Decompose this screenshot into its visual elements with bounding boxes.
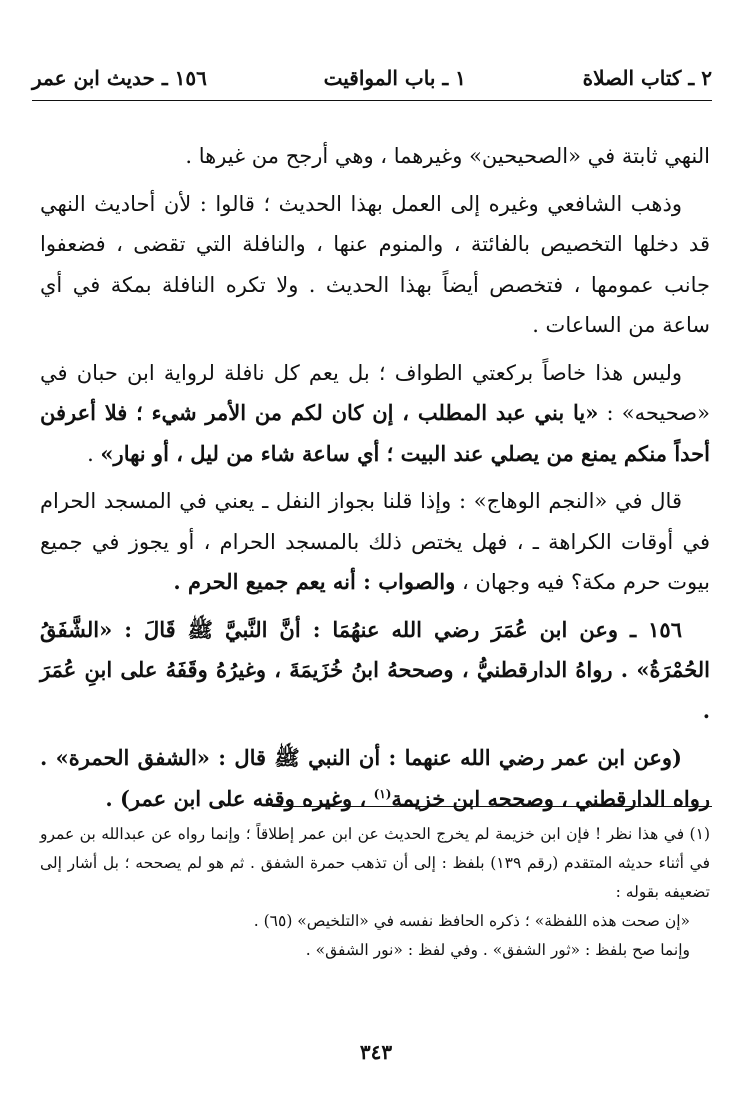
- footnote-1: (١) في هذا نظر ! فإن ابن خزيمة لم يخرج الحديث عن ابن عمر إطلاقاً ؛ وإنما رواه عن عبدالله بن عمرو في أثناء حديثه المتقدم (رقم ١٣٩) بلفظ : إلى أن تذهب حمرة الشفق . ثم هو لم يصححه ؛ بل أشار إلى تضعيفه بقوله :: [40, 825, 711, 901]
- paragraph-4-text: قال في «النجم الوهاج» : وإذا قلنا بجواز النفل ـ يعني في المسجد الحرام في أوقات الكراهة ـ ، فهل يختص ذلك بالمسجد الحرام ، أو يجوز في جميع بيوت حرم مكة؟ فيه وجهان ،: [40, 489, 710, 594]
- paragraph-3-end: .: [87, 441, 101, 466]
- footnote-1-note: وإنما صح بلفظ : «ثور الشفق» . وفي لفظ : «نور الشفق» .: [305, 941, 690, 959]
- running-header: [32, 58, 712, 98]
- footnote-1-quote: «إن صحت هذه اللفظة» ؛ ذكره الحافظ نفسه في «التلخيص» (٦٥) .: [253, 912, 690, 930]
- main-text: [40, 136, 710, 826]
- paragraph-3: [40, 353, 710, 475]
- hadith-quote: «يا بني عبد المطلب ، إن كان لكم من الأمر شيء ؛ فلا أعرفن أحداً منكم يمنع من يصلي عند البيت ؛ أي ساعة شاء من ليل ، أو نهار»: [40, 400, 710, 466]
- paragraph-3-text: وليس هذا خاصاً بركعتي الطواف ؛ بل يعم كل نافلة لرواية ابن حبان في «صحيحه» :: [40, 360, 710, 425]
- paragraph-4: [40, 481, 710, 603]
- footnote-marker[interactable]: (١): [373, 786, 392, 801]
- footnotes: [40, 820, 710, 965]
- header-book-title: ٢ ـ كتاب الصلاة: [582, 66, 712, 90]
- hadith-156-text: ١٥٦ ـ وعن ابن عُمَرَ رضي الله عنهُمَا : أنَّ النَّبيَّ ﷺ قَالَ : «الشَّفَقُ الحُمْرَةُ» . رواهُ الدارقطنيُّ ، وصححهُ ابنُ خُزَيمَةَ ، وغيرُهُ وقَفَهُ على ابنِ عُمَرَ .: [40, 616, 710, 723]
- paragraph-4-conclusion: والصواب : أنه يعم جميع الحرم .: [173, 569, 456, 594]
- header-divider: [32, 100, 712, 101]
- header-chapter-title: ١ ـ باب المواقيت: [323, 66, 466, 90]
- footnote-divider: [272, 806, 712, 807]
- page-number: ٣٤٣: [359, 1040, 393, 1064]
- commentary-text: (وعن ابن عمر رضي الله عنهما : أن النبي ﷺ قال : «الشفق الحمرة» . رواه الدارقطني ، وصححه ابن خزيمة: [40, 745, 710, 811]
- header-hadith-title: ١٥٦ ـ حديث ابن عمر: [32, 66, 207, 90]
- paragraph-1: النهي ثابتة في «الصحيحين» وغيرهما ، وهي أرجح من غيرها .: [185, 144, 710, 168]
- paragraph-2: وذهب الشافعي وغيره إلى العمل بهذا الحديث ؛ قالوا : لأن أحاديث النهي قد دخلها التخصيص بالفائتة ، والمنوم عنها ، والنافلة التي تقضى ، فضعفوا جانب عمومها ، فتخصص أيضاً بهذا الحديث . ولا تكره النافلة بمكة في أي ساعة من الساعات .: [40, 191, 710, 337]
- commentary-end: ، وغيره وقفه على ابن عمر) .: [105, 785, 374, 811]
